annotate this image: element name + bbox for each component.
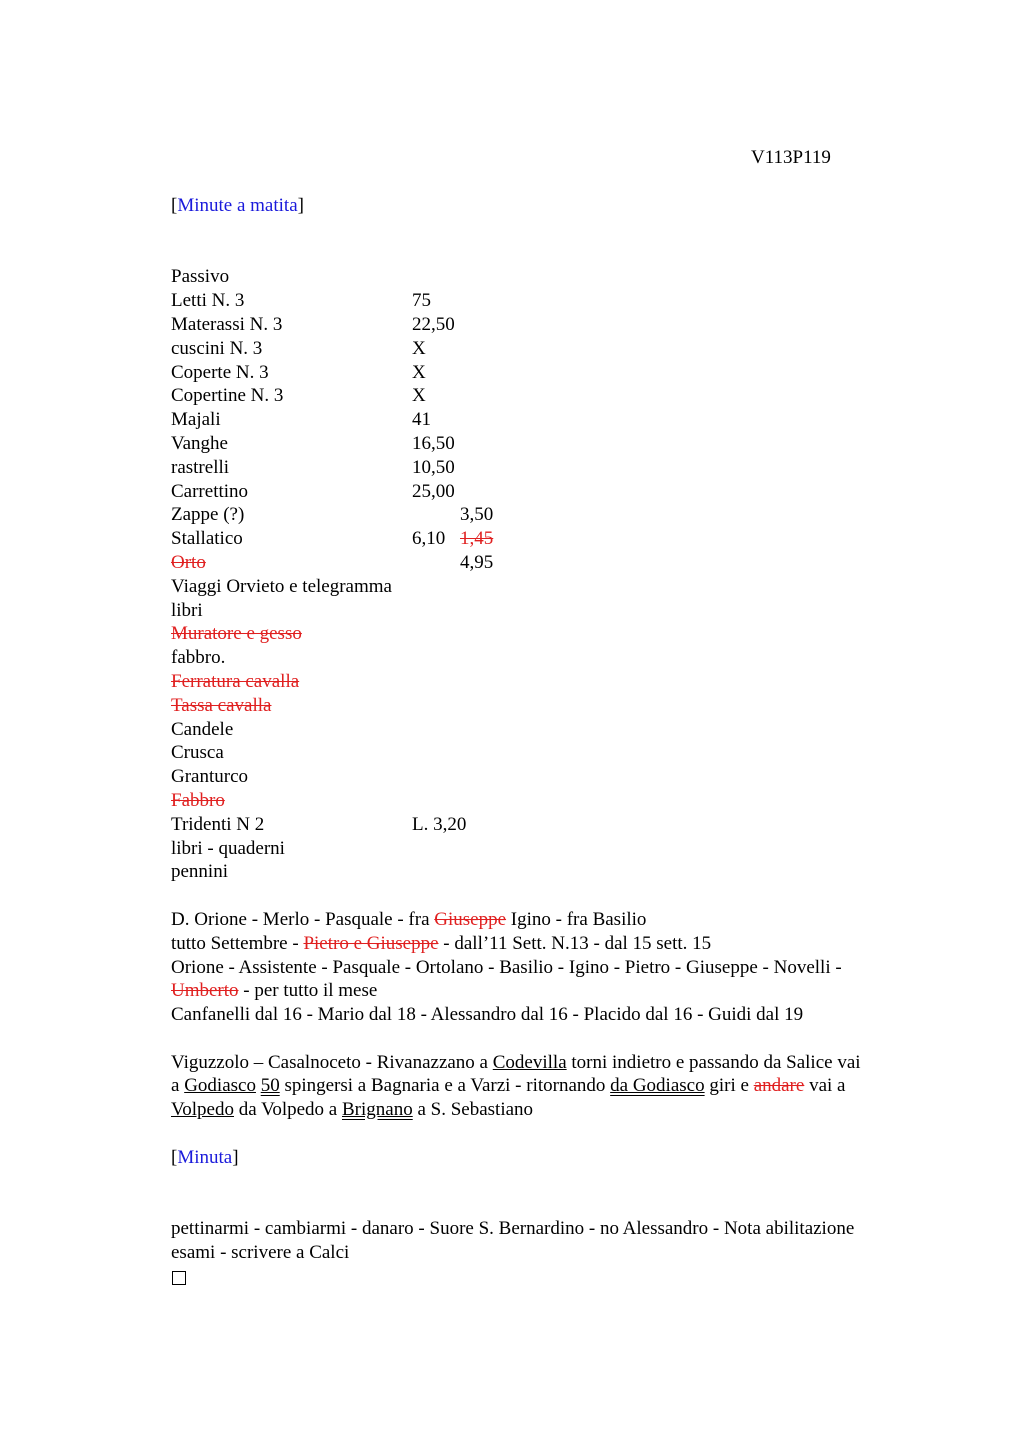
list-item: Orto 4,95: [171, 551, 494, 573]
list-item: Crusca: [171, 742, 224, 764]
underlined-place: Godiasco: [184, 1075, 256, 1097]
checkbox-line: [171, 1265, 931, 1292]
deleted-text: Umberto: [171, 980, 239, 1002]
double-underlined-place: Brignano: [342, 1099, 413, 1121]
deleted-text: Muratore e gesso: [171, 623, 302, 645]
deleted-text: andare: [753, 1075, 805, 1097]
people-line: Canfanelli dal 16 - Mario dal 18 - Alessandro dal 16 - Placido dal 16 - Guidi dal 19: [171, 1004, 804, 1026]
document-content: [171, 194, 931, 1292]
deleted-text: Fabbro: [171, 789, 225, 811]
section-heading-draft: [Minuta]: [171, 1146, 239, 1168]
list-item: Tridenti N 2 L. 3,20: [171, 813, 467, 835]
list-item: Copertine N. 3 X: [171, 385, 426, 407]
deleted-value: 1,45: [460, 528, 494, 550]
notes-line: esami - scrivere a Calci: [171, 1242, 350, 1264]
deleted-text: Pietro e Giuseppe: [303, 932, 439, 954]
route-line: Viguzzolo – Casalnoceto - Rivanazzano a Codevilla torni indietro e passando da Salice vai: [171, 1051, 861, 1073]
people-line: tutto Settembre - Pietro e Giuseppe - dall’11 Sett. N.13 - dal 15 sett. 15: [171, 932, 712, 954]
list-item: rastrelli 10,50: [171, 456, 455, 478]
people-paragraph: [171, 908, 931, 1027]
list-item: pennini: [171, 861, 228, 883]
route-line: Volpedo da Volpedo a Brignano a S. Sebastiano: [171, 1099, 534, 1121]
underlined-place: Codevilla: [492, 1051, 567, 1073]
checkbox-icon: [172, 1271, 186, 1285]
section-heading-draft-text: Minuta: [177, 1146, 233, 1168]
list-item: [171, 622, 931, 646]
route-line: a Godiasco 50 spingersi a Bagnaria e a Varzi - ritornando da Godiasco giri e andare vai a: [171, 1075, 846, 1097]
people-line: Orione - Assistente - Pasquale - Ortolano - Basilio - Igino - Pietro - Giuseppe - Novelli -: [171, 956, 842, 978]
list-item: Majali 41: [171, 409, 431, 431]
list-item: Vanghe 16,50: [171, 432, 455, 454]
list-item: Coperte N. 3 X: [171, 361, 426, 383]
list-item: fabbro.: [171, 647, 226, 669]
list-item: [171, 789, 931, 813]
underlined-place: Volpedo: [171, 1099, 234, 1121]
people-line: D. Orione - Merlo - Pasquale - fra Giuseppe Igino - fra Basilio: [171, 908, 647, 930]
list-item: Carrettino 25,00: [171, 480, 455, 502]
list-item: [171, 670, 931, 694]
notes-paragraph: [171, 1217, 931, 1291]
list-item: Candele: [171, 718, 234, 740]
route-paragraph: [171, 1051, 931, 1122]
list-item: Granturco: [171, 766, 249, 788]
section-heading-pencil: [Minute a matita]: [171, 195, 304, 216]
list-item: Letti N. 3 75: [171, 290, 431, 312]
expense-list: [171, 265, 931, 884]
list-item: cuscini N. 3 X: [171, 337, 426, 359]
people-line: Umberto - per tutto il mese: [171, 980, 378, 1002]
double-underlined-number: 50: [260, 1075, 280, 1097]
list-item: Materassi N. 3 22,50: [171, 313, 455, 335]
deleted-text: Giuseppe: [434, 908, 507, 930]
notes-line: pettinarmi - cambiarmi - danaro - Suore S. Bernardino - no Alessandro - Nota abilitazione: [171, 1218, 855, 1240]
list-item: libri - quaderni: [171, 837, 285, 859]
list-item: libri: [171, 599, 203, 621]
deleted-text: Orto: [171, 551, 206, 573]
double-underlined-place: da Godiasco: [610, 1075, 705, 1097]
list-item: Zappe (?) 3,50: [171, 504, 494, 526]
section-heading-pencil-text: Minute a matita: [177, 195, 298, 216]
document-reference: V113P119: [751, 147, 831, 168]
deleted-text: Ferratura cavalla: [171, 670, 300, 692]
list-title: Passivo: [171, 266, 230, 288]
list-item: Viaggi Orvieto e telegramma: [171, 575, 392, 597]
list-item: Stallatico 6,10 1,45: [171, 527, 931, 551]
list-item: [171, 694, 931, 718]
deleted-text: Tassa cavalla: [171, 694, 272, 716]
